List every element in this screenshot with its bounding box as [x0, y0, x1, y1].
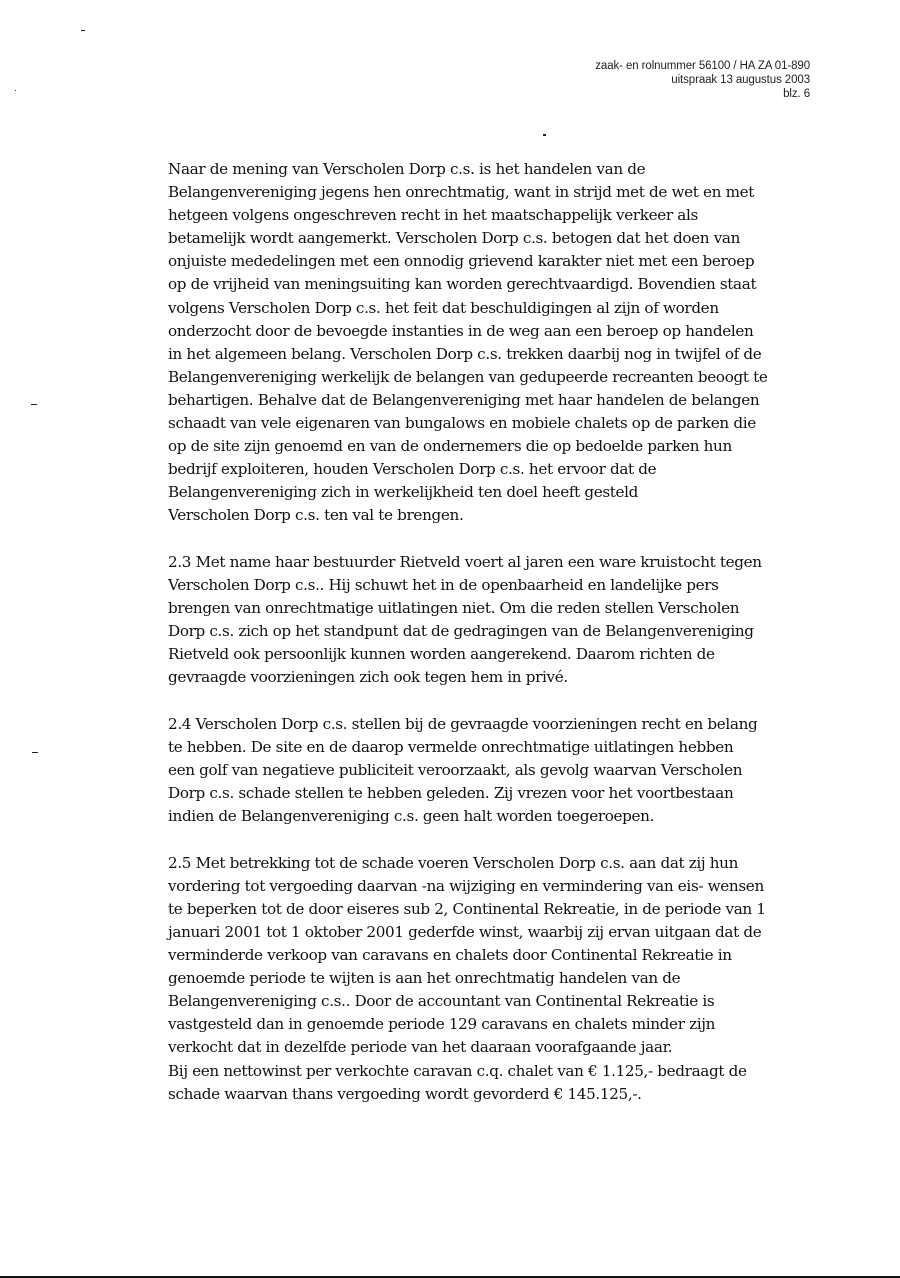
- text-line: Belangenvereniging jegens hen onrechtmatig, want in strijd met de wet en met: [168, 183, 755, 202]
- text-line: op de site zijn genoemd en van de ondernemers die op bedoelde parken hun: [168, 437, 732, 456]
- text-line: schaadt van vele eigenaren van bungalows en mobiele chalets op de parken die: [168, 414, 756, 433]
- text-line: Belangenvereniging werkelijk de belangen van gedupeerde recreanten beoogt te: [168, 367, 768, 386]
- text-line: indien de Belangenvereniging c.s. geen halt worden toegeroepen.: [168, 807, 655, 826]
- text-line: vastgesteld dan in genoemde periode 129 caravans en chalets minder zijn: [168, 1015, 716, 1034]
- text-line: Bij een nettowinst per verkochte caravan c.q. chalet van € 1.125,- bedraagt de: [168, 1061, 747, 1080]
- scan-speck: [81, 30, 85, 31]
- text-line: 2.5 Met betrekking tot de schade voeren Verscholen Dorp c.s. aan dat zij hun: [168, 853, 739, 872]
- margin-mark: [32, 752, 38, 753]
- text-line: Verscholen Dorp c.s.. Hij schuwt het in de openbaarheid en landelijke pers: [168, 575, 719, 594]
- text-line: Verscholen Dorp c.s. ten val te brengen.: [168, 506, 464, 525]
- text-line: te beperken tot de door eiseres sub 2, Continental Rekreatie, in de periode van 1: [168, 899, 766, 918]
- text-line: betamelijk wordt aangemerkt. Verscholen Dorp c.s. betogen dat het doen van: [168, 229, 741, 248]
- scan-speck: [15, 90, 16, 91]
- text-line: op de vrijheid van meningsuiting kan worden gerechtvaardigd. Bovendien staat: [168, 275, 757, 294]
- text-line: Naar de mening van Verscholen Dorp c.s. is het handelen van de: [168, 160, 646, 178]
- text-line: onjuiste mededelingen met een onnodig grievend karakter niet met een beroep: [168, 252, 755, 271]
- text-line: volgens Verscholen Dorp c.s. het feit dat beschuldigingen al zijn of worden: [168, 298, 719, 317]
- text-line: 2.3 Met name haar bestuurder Rietveld voert al jaren een ware kruistocht tegen: [168, 552, 762, 571]
- text-line: verkocht dat in dezelfde periode van het daaraan voorafgaande jaar.: [168, 1038, 673, 1057]
- page-header: [595, 59, 810, 101]
- text-line: bedrijf exploiteren, houden Verscholen Dorp c.s. het ervoor dat de: [168, 460, 657, 479]
- paragraph-spacer: [168, 828, 818, 851]
- text-line: Belangenvereniging c.s.. Door de accountant van Continental Rekreatie is: [168, 992, 715, 1011]
- text-line: hetgeen volgens ongeschreven recht in het maatschappelijk verkeer als: [168, 206, 698, 225]
- text-line: brengen van onrechtmatige uitlatingen niet. Om die reden stellen Verscholen: [168, 599, 740, 618]
- document-body: [168, 158, 818, 1106]
- verdict-date: uitspraak 13 augustus 2003: [671, 74, 810, 86]
- paragraph-2-5: [168, 852, 818, 1106]
- text-line: gevraagde voorzieningen zich ook tegen hem in privé.: [168, 668, 568, 687]
- scan-speck: [543, 134, 546, 136]
- text-line: Dorp c.s. zich op het standpunt dat de gedragingen van de Belangenvereniging: [168, 622, 754, 641]
- case-number: zaak- en rolnummer 56100 / HA ZA 01-890: [595, 60, 810, 72]
- text-line: te hebben. De site en de daarop vermelde onrechtmatige uitlatingen hebben: [168, 737, 734, 756]
- text-line: Belangenvereniging zich in werkelijkheid ten doel heeft gesteld: [168, 483, 639, 502]
- page-number: blz. 6: [783, 88, 810, 100]
- text-line: vordering tot vergoeding daarvan -na wijziging en vermindering van eis- wensen: [168, 876, 764, 895]
- text-line: schade waarvan thans vergoeding wordt gevorderd € 145.125,-.: [168, 1084, 642, 1103]
- text-line: in het algemeen belang. Verscholen Dorp c.s. trekken daarbij nog in twijfel of de: [168, 344, 762, 363]
- paragraph-2-3: [168, 551, 818, 690]
- text-line: onderzocht door de bevoegde instanties in de weg aan een beroep op handelen: [168, 321, 754, 340]
- margin-mark: [31, 404, 37, 405]
- text-line: 2.4 Verscholen Dorp c.s. stellen bij de gevraagde voorzieningen recht en belang: [168, 714, 758, 733]
- paragraph-intro: [168, 158, 818, 528]
- paragraph-spacer: [168, 528, 818, 551]
- paragraph-spacer: [168, 689, 818, 712]
- text-line: verminderde verkoop van caravans en chalets door Continental Rekreatie in: [168, 946, 732, 965]
- paragraph-2-4: [168, 713, 818, 828]
- text-line: Rietveld ook persoonlijk kunnen worden aangerekend. Daarom richten de: [168, 645, 715, 664]
- text-line: Dorp c.s. schade stellen te hebben geleden. Zij vrezen voor het voortbestaan: [168, 784, 734, 803]
- text-line: januari 2001 tot 1 oktober 2001 gederfde winst, waarbij zij ervan uitgaan dat de: [168, 922, 762, 941]
- text-line: een golf van negatieve publiciteit veroorzaakt, als gevolg waarvan Verscholen: [168, 761, 743, 780]
- text-line: behartigen. Behalve dat de Belangenvereniging met haar handelen de belangen: [168, 390, 760, 409]
- text-line: genoemde periode te wijten is aan het onrechtmatig handelen van de: [168, 969, 681, 988]
